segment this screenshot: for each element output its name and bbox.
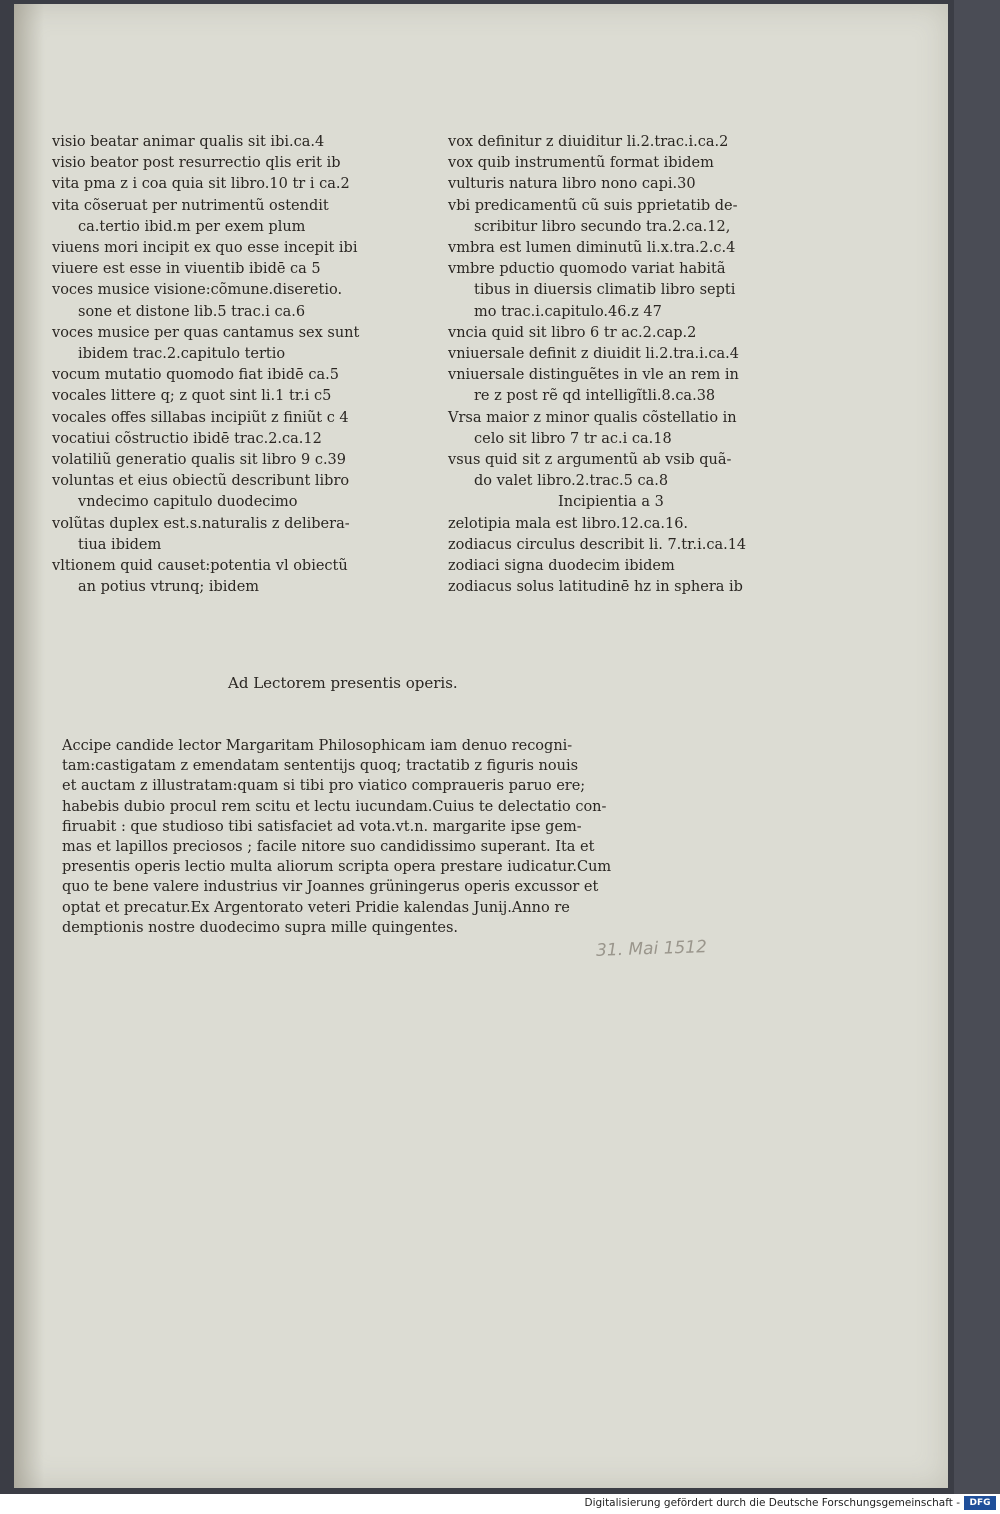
index-column-right	[448, 132, 808, 598]
footer-bar	[0, 1494, 1000, 1514]
index-entry: vox quib instrumentũ format ibidem	[448, 155, 714, 172]
text-line: demptionis nostre duodecimo supra mille quingentes.	[62, 919, 458, 936]
text-line: tam:castigatam z emendatam sententijs quoq; tractatib z figuris nouis	[62, 758, 579, 775]
index-entry: vbi predicamentũ cũ suis pprietatib de-	[448, 197, 738, 214]
index-entry: vocales littere q; z quot sint li.1 tr.i c5	[52, 388, 332, 405]
index-entry: viuere est esse in viuentib ibidē ca 5	[52, 261, 321, 278]
index-entry: vita cõseruat per nutrimentũ ostendit	[52, 197, 329, 214]
index-entry: re z post rẽ qd intelligĩtli.8.ca.38	[474, 388, 716, 405]
index-entry: vulturis natura libro nono capi.30	[448, 176, 696, 193]
index-entry: volũtas duplex est.s.naturalis z delibera-	[52, 515, 350, 532]
index-entry: tibus in diuersis climatib libro septi	[474, 282, 736, 299]
index-entry: zelotipia mala est libro.12.ca.16.	[448, 515, 689, 532]
dfg-logo: DFG	[964, 1496, 996, 1510]
index-entry: vmbra est lumen diminutũ li.x.tra.2.c.4	[448, 240, 736, 257]
index-entry: vndecimo capitulo duodecimo	[78, 494, 298, 511]
index-entry: vncia quid sit libro 6 tr ac.2.cap.2	[448, 324, 697, 341]
index-entry: Vrsa maior z minor qualis cõstellatio in	[448, 409, 737, 426]
index-entry: voces musice per quas cantamus sex sunt	[52, 324, 360, 341]
index-entry: visio beatar animar qualis sit ibi.ca.4	[52, 134, 325, 150]
colophon-text	[62, 736, 722, 938]
index-entry: vita pma z i coa quia sit libro.10 tr i ca.2	[52, 176, 350, 193]
pencil-annotation: 31. Mai 1512	[595, 937, 708, 961]
page-heading: Ad Lectorem presentis operis.	[228, 674, 458, 692]
index-entry: an potius vtrunq; ibidem	[78, 579, 260, 596]
text-line: optat et precatur.Ex Argentorato veteri Pridie kalendas Junij.Anno re	[62, 899, 570, 916]
index-entry: voluntas et eius obiectũ describunt libro	[52, 473, 350, 490]
text-line: et auctam z illustratam:quam si tibi pro viatico compraueris paruo ere;	[62, 778, 586, 795]
footer-credit: Digitalisierung gefördert durch die Deutsche Forschungsgemeinschaft -	[584, 1497, 960, 1509]
index-entry: viuens mori incipit ex quo esse incepit ibi	[52, 240, 358, 257]
index-entry: tiua ibidem	[78, 536, 162, 553]
index-entry: celo sit libro 7 tr ac.i ca.18	[474, 430, 672, 447]
scan-gutter	[954, 0, 1000, 1494]
index-entry: vocales offes sillabas incipiũt z finiũt c 4	[52, 409, 349, 426]
index-entry: vltionem quid causet:potentia vl obiectũ	[52, 558, 348, 575]
index-entry: voces musice visione:cõmune.diseretio.	[52, 282, 343, 299]
index-entry: mo trac.i.capitulo.46.z 47	[474, 303, 662, 320]
index-entry: vniuersale definit z diuidit li.2.tra.i.ca.4	[448, 346, 739, 363]
index-entry: vocum mutatio quomodo fiat ibidē ca.5	[52, 367, 339, 384]
index-entry: volatiliũ generatio qualis sit libro 9 c.39	[52, 452, 347, 469]
text-line: firuabit : que studioso tibi satisfaciet ad vota.vt.n. margarite ipse gem-	[62, 818, 582, 835]
index-entry: zodiaci signa duodecim ibidem	[448, 558, 675, 575]
text-line: quo te bene valere industrius vir Joannes grüningerus operis excussor et	[62, 879, 599, 896]
text-line: Accipe candide lector Margaritam Philosophicam iam denuo recogni-	[62, 738, 573, 754]
index-column-left	[52, 132, 432, 598]
index-entry: zodiacus solus latitudinē hz in sphera ib	[448, 579, 743, 596]
index-entry: Incipientia a 3	[558, 494, 664, 511]
index-entry: visio beator post resurrectio qlis erit ib	[52, 155, 341, 172]
index-entry: scribitur libro secundo tra.2.ca.12,	[474, 218, 731, 235]
text-line: habebis dubio procul rem scitu et lectu iucundam.Cuius te delectatio con-	[62, 798, 607, 815]
index-entry: do valet libro.2.trac.5 ca.8	[474, 473, 669, 490]
index-entry: vniuersale distinguẽtes in vle an rem in	[448, 367, 739, 384]
index-entry: sone et distone lib.5 trac.i ca.6	[78, 303, 306, 320]
text-line: mas et lapillos preciosos ; facile nitore suo candidissimo superant. Ita et	[62, 839, 595, 856]
index-entry: vsus quid sit z argumentũ ab vsib quã-	[448, 452, 732, 469]
index-entry: vocatiui cõstructio ibidē trac.2.ca.12	[52, 430, 322, 447]
index-entry: ca.tertio ibid.m per exem plum	[78, 218, 306, 235]
book-page	[14, 4, 948, 1488]
index-entry: vox definitur z diuiditur li.2.trac.i.ca.2	[448, 134, 729, 150]
index-entry: ibidem trac.2.capitulo tertio	[78, 346, 286, 363]
index-entry: zodiacus circulus describit li. 7.tr.i.ca.14	[448, 536, 747, 553]
text-line: presentis operis lectio multa aliorum scripta opera prestare iudicatur.Cum	[62, 859, 612, 876]
index-entry: vmbre pductio quomodo variat habitã	[448, 261, 726, 278]
